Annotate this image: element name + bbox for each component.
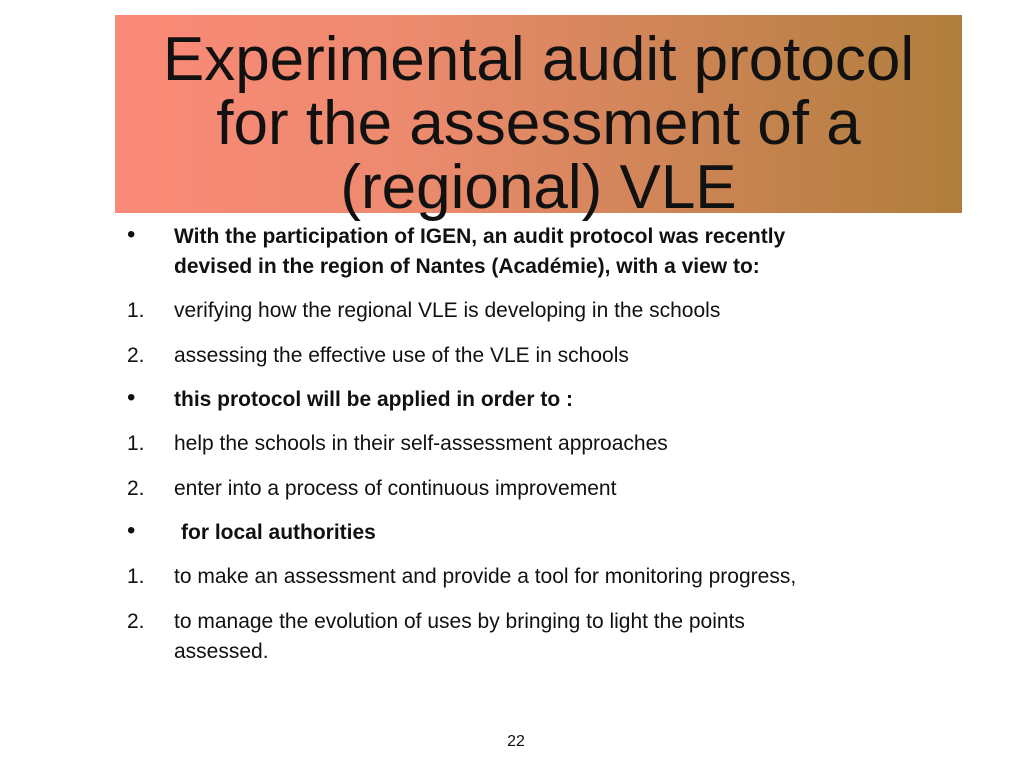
- list-number: 2.: [127, 610, 145, 633]
- list-item: to make an assessment and provide a tool for monitoring progress,: [174, 565, 797, 588]
- applied-heading: this protocol will be applied in order to :: [174, 388, 574, 411]
- list-item: help the schools in their self-assessment approaches: [174, 432, 668, 455]
- slide-title-line-3: (regional) VLE: [340, 153, 737, 222]
- list-number: 2.: [127, 344, 145, 367]
- page-number: 22: [507, 733, 525, 750]
- local-heading: for local authorities: [181, 521, 376, 544]
- intro-line-2: devised in the region of Nantes (Académie), with a view to:: [174, 255, 760, 278]
- list-number: 1.: [127, 299, 145, 322]
- bullet-icon: •: [127, 221, 136, 248]
- slide-title-line-1: Experimental audit protocol: [162, 25, 915, 94]
- bullet-icon: •: [127, 384, 136, 411]
- list-item: assessing the effective use of the VLE in schools: [174, 344, 629, 367]
- list-number: 1.: [127, 432, 145, 455]
- list-number: 2.: [127, 477, 145, 500]
- list-item: verifying how the regional VLE is developing in the schools: [174, 299, 721, 322]
- slide-title-line-2: for the assessment of a: [216, 89, 861, 158]
- intro-line-1: With the participation of IGEN, an audit protocol was recently: [174, 225, 786, 248]
- bullet-icon: •: [127, 517, 136, 544]
- list-item-line-1: to manage the evolution of uses by bringing to light the points: [174, 610, 745, 633]
- list-number: 1.: [127, 565, 145, 588]
- list-item-line-2: assessed.: [174, 640, 269, 663]
- list-item: enter into a process of continuous improvement: [174, 477, 617, 500]
- slide-title-banner: [115, 15, 962, 222]
